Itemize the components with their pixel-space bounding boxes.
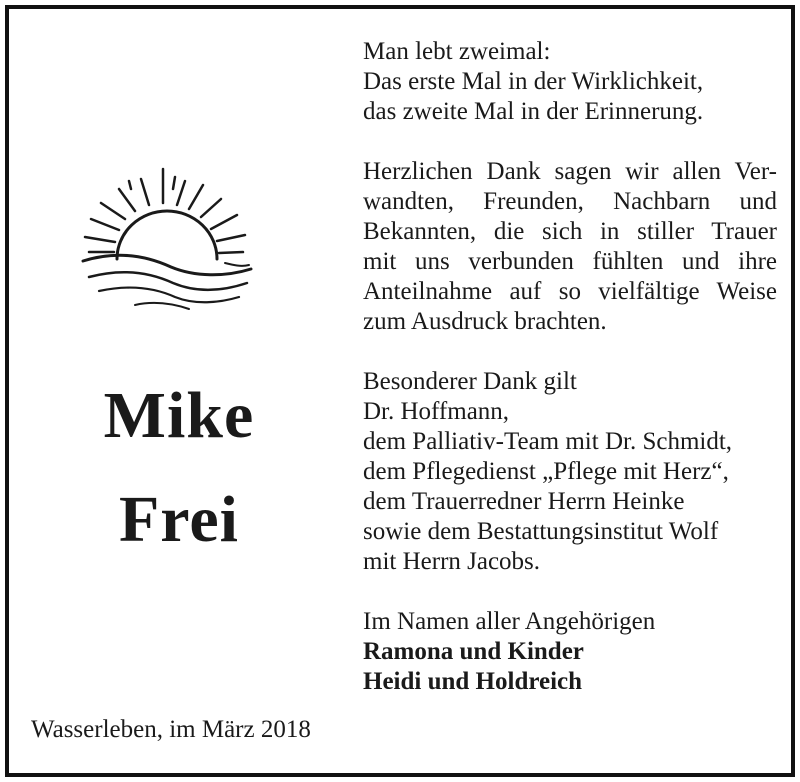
- special-thanks: [363, 367, 777, 577]
- signature-intro: Im Namen aller Angehörigen: [363, 608, 656, 635]
- motto-line: Man lebt zweimal:: [363, 38, 551, 65]
- signature: [363, 607, 777, 697]
- thanks-line: Anteilnahme auf so vielfältige Weise: [363, 278, 777, 305]
- special-thanks-line: mit Herrn Jacobs.: [363, 548, 541, 575]
- sunrise-icon: [75, 159, 257, 314]
- thanks-line: Bekannten, die sich in stiller Trauer: [363, 218, 777, 245]
- thanks-line: wandten, Freunden, Nachbarn und: [363, 188, 777, 215]
- spacer: [363, 127, 777, 157]
- special-thanks-line: dem Palliativ-Team mit Dr. Schmidt,: [363, 428, 733, 455]
- spacer: [363, 337, 777, 367]
- special-thanks-line: Dr. Hoffmann,: [363, 398, 510, 425]
- motto-line: Das erste Mal in der Wirklichkeit,: [363, 68, 704, 95]
- right-column: [363, 37, 777, 697]
- special-thanks-line: Besonderer Dank gilt: [363, 368, 577, 395]
- left-column: [9, 9, 349, 773]
- obituary-card: [5, 5, 795, 777]
- thanks-line: zum Ausdruck brachten.: [363, 308, 607, 335]
- place-date: Wasserleben, im März 2018: [31, 716, 311, 743]
- spacer: [363, 577, 777, 607]
- signature-name: Heidi und Holdreich: [363, 668, 583, 695]
- motto-line: das zweite Mal in der Erinnerung.: [363, 98, 704, 125]
- special-thanks-line: dem Trauerredner Herrn Heinke: [363, 488, 685, 515]
- thanks-line: mit uns verbunden fühlten und ihre: [363, 248, 777, 275]
- special-thanks-line: sowie dem Bestattungsinstitut Wolf: [363, 518, 719, 545]
- special-thanks-line: dem Pflegedienst „Pflege mit Herz“,: [363, 458, 729, 485]
- deceased-first-name: Mike: [103, 379, 255, 452]
- motto: [363, 37, 777, 127]
- deceased-last-name: Frei: [118, 483, 240, 556]
- thanks-paragraph: [363, 157, 777, 337]
- thanks-line: Herzlichen Dank sagen wir allen Ver-: [363, 158, 777, 185]
- signature-name: Ramona und Kinder: [363, 638, 584, 665]
